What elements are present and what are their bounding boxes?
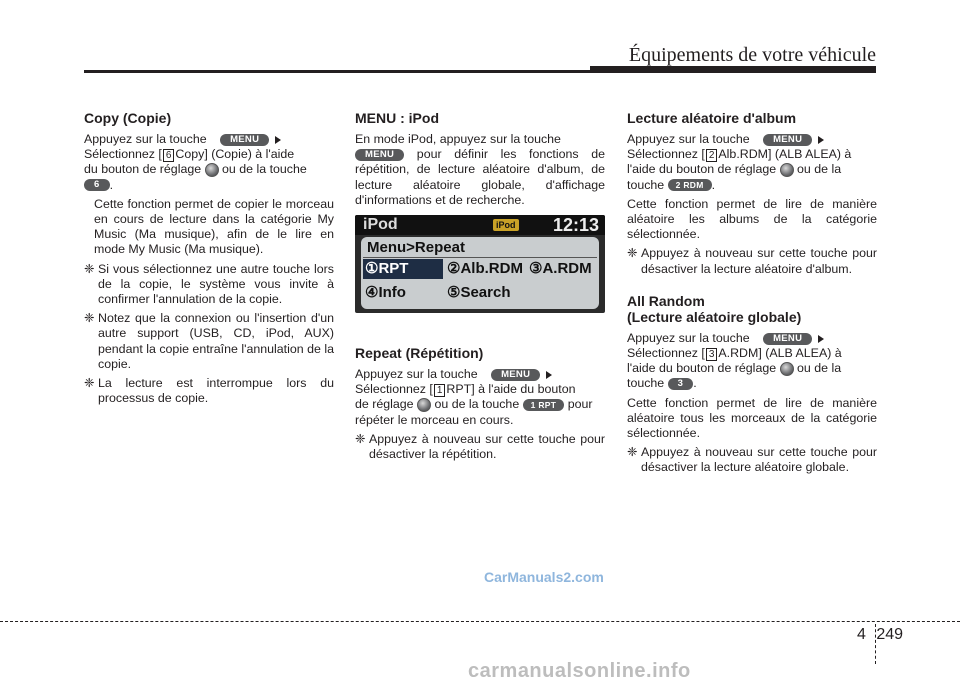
text: Sélectionnez [ <box>627 346 705 361</box>
ipod-screen-image <box>355 215 605 313</box>
arrow-right-icon <box>546 371 552 379</box>
screen-menu-line: Menu>Repeat <box>367 239 465 256</box>
menu-button: MENU <box>355 149 404 161</box>
column-ipod-menu <box>355 110 605 212</box>
note-album <box>627 246 877 276</box>
screen-item-a-rdm: ③A.RDM <box>529 260 592 277</box>
heading-repeat: Repeat (Répétition) <box>355 345 484 361</box>
watermark-link[interactable]: CarManuals2.com <box>484 569 604 585</box>
text: Appuyez sur la touche <box>627 132 750 146</box>
text: ou de la <box>797 162 842 177</box>
text: . <box>693 376 697 391</box>
text: touche <box>627 376 665 391</box>
footer-rule <box>0 621 960 622</box>
tune-knob-icon <box>780 163 794 177</box>
note-2 <box>84 311 334 372</box>
tune-knob-icon <box>780 362 794 376</box>
paragraph-album-steps <box>627 132 877 193</box>
header-rule-accent <box>590 66 876 71</box>
text: touche <box>627 177 665 192</box>
paragraph-copy-desc: Cette fonction permet de copier le morceau en cours de lecture dans la catégorie My Music (Ma musique), afin de le lire en mode My Music (Ma musique). <box>94 196 334 257</box>
chapter-number: 4 <box>857 626 866 643</box>
number-box: 2 <box>706 149 718 162</box>
screen-item-info: ④Info <box>365 284 406 301</box>
number-box: 3 <box>706 348 718 361</box>
heading-copy: Copy (Copie) <box>84 110 172 126</box>
text: Notez que la connexion ou l'insertion d'un autre support (USB, CD, iPod, AUX) pendant la copie entraîne l'annulation de la copie. <box>98 311 334 371</box>
paragraph-all-random-steps <box>627 331 877 392</box>
text: ou de la touche <box>222 162 307 177</box>
column-copy <box>84 110 334 410</box>
arrow-right-icon <box>818 335 824 343</box>
text: Sélectionnez [ <box>84 147 162 162</box>
paragraph-ipod-menu <box>355 132 605 208</box>
screen-item-rpt: ①RPT <box>363 259 443 279</box>
text: En mode iPod, appuyez sur la touche <box>355 132 561 146</box>
text: All Random <box>627 292 705 309</box>
text: Alb.RDM] (ALB ALEA) à <box>718 147 852 162</box>
page-number <box>857 626 903 644</box>
arrow-right-icon <box>818 136 824 144</box>
text: Appuyez à nouveau sur cette touche pour désactiver la lecture aléatoire globale. <box>641 445 877 475</box>
text: RPT] à l'aide du bouton <box>446 382 576 397</box>
arrow-right-icon <box>275 136 281 144</box>
screen-item-alb-rdm: ②Alb.RDM <box>447 260 523 277</box>
note-symbol: ❈ <box>84 261 95 276</box>
text: ou de la <box>797 361 842 376</box>
text: (Lecture aléatoire globale) <box>627 308 802 325</box>
text: Appuyez à nouveau sur cette touche pour désactiver la répétition. <box>369 431 605 462</box>
menu-button: MENU <box>491 369 540 381</box>
screen-time: 12:13 <box>552 215 599 235</box>
menu-button: MENU <box>220 134 269 146</box>
note-symbol: ❈ <box>84 376 95 391</box>
button-2-rdm: 2 RDM <box>668 179 712 191</box>
note-symbol: ❈ <box>355 431 366 446</box>
paragraph-album-desc: Cette fonction permet de lire de manière aléatoire les albums de la catégorie sélectionnée. <box>627 196 877 242</box>
menu-button: MENU <box>763 134 812 146</box>
button-3: 3 <box>668 378 694 390</box>
text: pour <box>567 397 593 412</box>
heading-album-random: Lecture aléatoire d'album <box>627 110 797 126</box>
text: l'aide du bouton de réglage <box>627 162 777 177</box>
number-box: 6 <box>163 149 175 162</box>
text: Copy] (Copie) à l'aide <box>175 147 295 162</box>
heading-all-random <box>627 293 877 325</box>
note-3 <box>84 376 334 406</box>
page-number-value: 249 <box>876 626 904 643</box>
column-repeat <box>355 345 605 466</box>
button-1-rpt: 1 RPT <box>523 399 565 411</box>
text: Si vous sélectionnez une autre touche lors de la copie, le système vous invite à confirmer l'annulation de la copie. <box>98 261 334 307</box>
text: Sélectionnez [ <box>355 382 433 397</box>
tune-knob-icon <box>205 163 219 177</box>
paragraph-copy-steps <box>84 132 334 193</box>
heading-ipod-menu: MENU : iPod <box>355 110 439 126</box>
text: Appuyez sur la touche <box>627 330 750 345</box>
paragraph-all-random-desc: Cette fonction permet de lire de manière aléatoire tous les morceaux de la catégorie sélectionnée. <box>627 395 877 441</box>
menu-button: MENU <box>763 333 812 345</box>
text: répéter le morceau en cours. <box>355 412 514 427</box>
note-1 <box>84 262 334 308</box>
text: A.RDM] (ALB ALEA) à <box>718 346 842 361</box>
note-all-random <box>627 445 877 475</box>
text: Appuyez sur la touche <box>355 367 478 381</box>
watermark-footer: carmanualsonline.info <box>468 660 691 682</box>
button-6: 6 <box>84 179 110 191</box>
text: La lecture est interrompue lors du processus de copie. <box>98 376 334 406</box>
text: . <box>109 177 114 192</box>
column-album-random <box>627 110 877 480</box>
text: pour définir les fonctions de répétition, de lecture aléatoire d'album, de lecture aléatoire globale, d'affichage d'informations et de recherche. <box>355 147 606 207</box>
text: l'aide du bouton de réglage <box>627 361 777 376</box>
text: de réglage <box>355 397 414 412</box>
screen-top-bar <box>355 215 605 235</box>
screen-divider <box>363 257 597 258</box>
screen-menu-panel <box>361 237 599 309</box>
note-symbol: ❈ <box>84 311 95 326</box>
text: du bouton de réglage <box>84 162 202 177</box>
note-symbol: ❈ <box>627 246 638 261</box>
number-box: 1 <box>434 384 446 397</box>
paragraph-repeat-steps <box>355 367 605 428</box>
note-symbol: ❈ <box>627 445 638 460</box>
text: Sélectionnez [ <box>627 147 705 162</box>
tune-knob-icon <box>417 398 431 412</box>
text: . <box>711 177 716 192</box>
screen-item-search: ⑤Search <box>447 284 511 301</box>
text: Appuyez sur la touche <box>84 132 207 146</box>
text: Appuyez à nouveau sur cette touche pour désactiver la lecture aléatoire d'album. <box>641 246 877 276</box>
page-header-title: Équipements de votre véhicule <box>628 44 876 66</box>
note-repeat <box>355 432 605 462</box>
text: ou de la touche <box>434 397 520 412</box>
screen-title: iPod <box>363 216 398 233</box>
screen-ipod-tag: iPod <box>493 219 519 231</box>
